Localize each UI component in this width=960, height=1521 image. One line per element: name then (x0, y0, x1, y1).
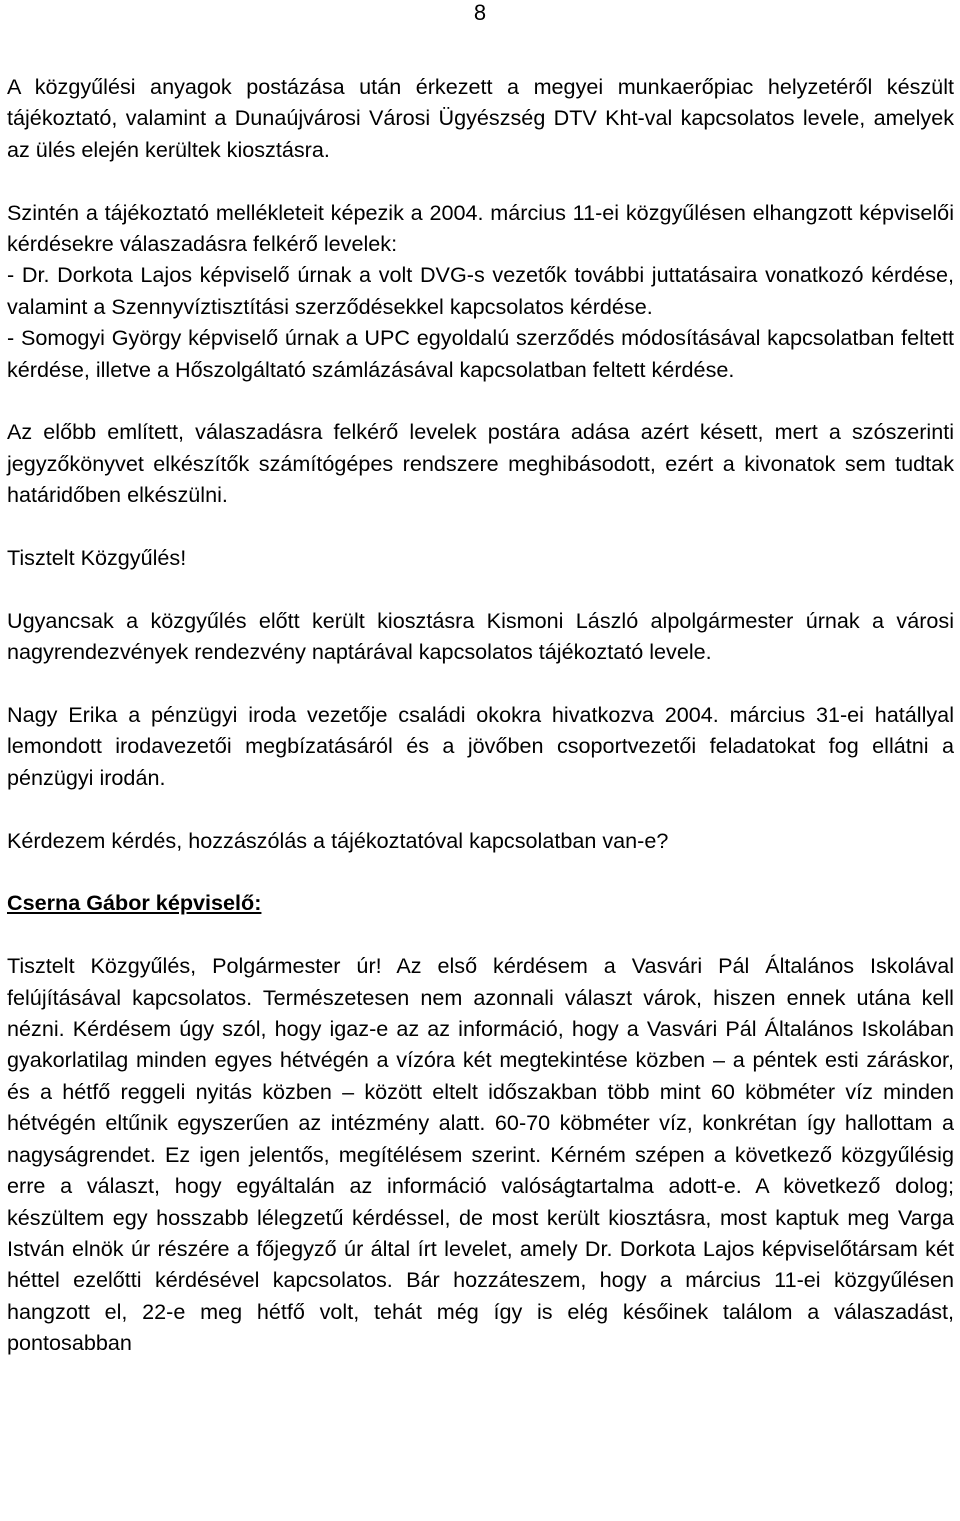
list-item-somogyi: - Somogyi György képviselő úrnak a UPC egyoldalú szerződés módosításával kapcsolatban feltett kérdése, illetve a Hőszolgáltató számlázásával kapcsolatban feltett kérdése. (7, 325, 954, 382)
speaker-heading: Cserna Gábor képviselő: (7, 890, 262, 916)
paragraph-handout: A közgyűlési anyagok postázása után érkezett a megyei munkaerőpiac helyzetéről készült tájékoztató, valamint a Dunaújvárosi Városi Ügyészség DTV Kht-val kapcsolatos levele, amelyek az ülés elején kerültek kiosztásra. (7, 74, 954, 162)
paragraph-resignation: Nagy Erika a pénzügyi iroda vezetője családi okokra hivatkozva 2004. március 31-ei hatállyal lemondott irodavezetői megbízatásáról és a jövőben csoportvezetői feladatokat fog ellátni a pénzügyi irodán. (7, 702, 954, 790)
document-body (7, 71, 954, 1359)
paragraph-question: Kérdezem kérdés, hozzászólás a tájékoztatóval kapcsolatban van-e? (7, 827, 669, 853)
paragraph-salutation: Tisztelt Közgyűlés! (7, 545, 187, 571)
paragraph-attachments: Szintén a tájékoztató mellékleteit képezik a 2004. március 11-ei közgyűlésen elhangzott képviselői kérdésekre válaszadásra felkérő levelek: (7, 199, 954, 257)
list-item-dorkota: - Dr. Dorkota Lajos képviselő úrnak a volt DVG-s vezetők további juttatásaira vonatkozó kérdése, valamint a Szennyvíztisztítási szerződésekkel kapcsolatos kérdése. (7, 262, 954, 319)
paragraph-delay: Az előbb említett, válaszadásra felkérő levelek postára adása azért késett, mert a szószerinti jegyzőkönyvet elkészítők számítógépes rendszere meghibásodott, ezért a kivonatok sem tudtak határidőben elkészülni. (7, 419, 954, 508)
paragraph-events-letter: Ugyancsak a közgyűlés előtt került kiosztásra Kismoni László alpolgármester úrnak a városi nagyrendezvények rendezvény naptárával kapcsolatos tájékoztató levele. (7, 607, 954, 665)
page-number: 8 (473, 0, 487, 25)
paragraph-speech: Tisztelt Közgyűlés, Polgármester úr! Az első kérdésem a Vasvári Pál Általános Iskolával felújításával kapcsolatos. Természetesen nem azonnali választ várok, hiszen ennek utána kell nézni. Kérdésem úgy szól, hogy igaz-e az az információ, hogy a Vasvári Pál Általános Iskolában gyakorlatilag minden egyes hétvégén a vízóra két megtekintése közben – a péntek esti záráskor, és a hétfő reggeli nyitás közben – között eltelt időszakban több mint 60 köbméter víz minden hétvégén eltűnik egyszerűen az intézmény alatt. 60-70 köbméter víz, konkrétan így hallottam a nagyságrendet. Ez igen jelentős, megítélésem szerint. Kérném szépen a következő közgyűlésig erre a választ, hogy egyáltalán az információ valóságtartalma adott-e. A következő dolog; készültem egy hosszabb lélegzetű kérdéssel, de most került kiosztásra, most kaptuk meg Varga István elnök úr részére a főjegyző úr által írt levelet, amely Dr. Dorkota Lajos képviselőtársam két héttel ezelőtti kérdésével kapcsolatos. Bár hozzáteszem, hogy a március 11-ei közgyűlésen hangzott el, 22-e meg hétfő volt, tehát még így is elég későinek találom a válaszadást, pontosabban (7, 953, 954, 1356)
